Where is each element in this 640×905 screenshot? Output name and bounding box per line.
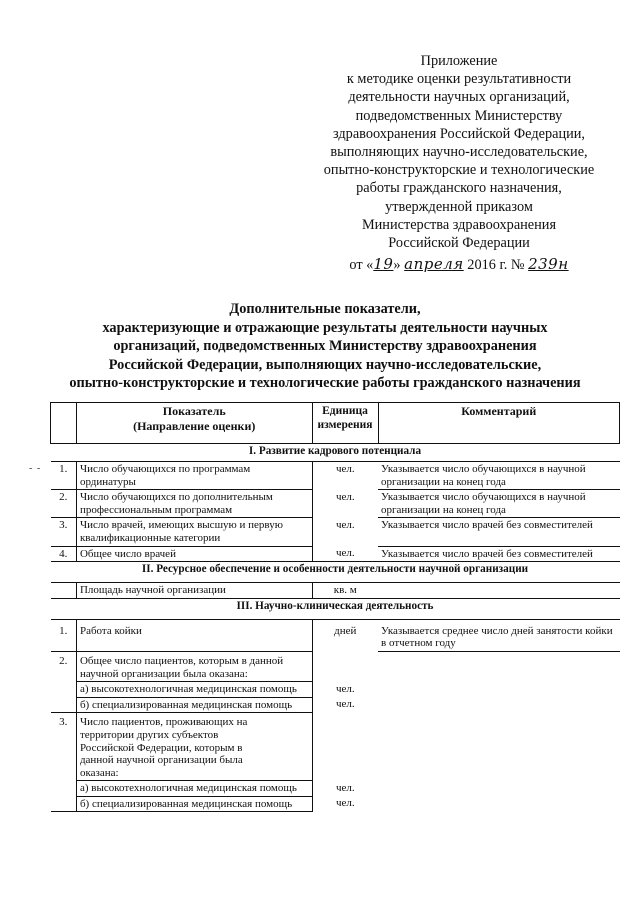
row-number: 1.: [51, 619, 77, 651]
subrow-unit: чел.: [335, 698, 355, 711]
row-number: 4.: [51, 546, 77, 562]
row-indicator: Число обучающихся по дополнительным профессиональным программам: [76, 490, 312, 518]
approval-line: опытно-конструкторские и технологические: [323, 162, 595, 179]
row-comment: Указывается число врачей без совместителей: [378, 518, 619, 546]
table-header-row: [51, 403, 620, 444]
row-comment: Указывается число обучающихся в научной организации на конец года: [378, 462, 619, 490]
approval-line: выполняющих научно-исследовательские,: [330, 144, 588, 161]
subrow-indicator: б) специализированная медицинская помощь: [76, 697, 312, 713]
section-header: [51, 562, 620, 583]
row-comment: Указывается число обучающихся в научной организации на конец года: [378, 490, 619, 518]
row-number: 2.: [51, 651, 77, 681]
subrow-indicator: а) высокотехнологичная медицинская помощь: [76, 682, 312, 698]
approval-block: [300, 52, 618, 274]
row-comment: Указывается число врачей без совместителей: [378, 546, 619, 562]
approval-line: Российской Федерации: [388, 235, 530, 252]
header-num: [51, 403, 77, 444]
approval-line: работы гражданского назначения,: [356, 180, 562, 197]
table-row: [51, 518, 620, 546]
row-indicator: Число обучающихся по программам ординатуры: [76, 462, 312, 490]
title-line: характеризующие и отражающие результаты деятельности научных: [102, 319, 548, 336]
row-number: 3.: [51, 518, 77, 546]
margin-mark: - -: [29, 463, 42, 474]
table-row: [51, 462, 620, 490]
row-number: 3.: [51, 713, 77, 781]
row-number: [51, 583, 77, 599]
subrow-unit: чел.: [335, 682, 355, 695]
date-prefix: от «: [349, 257, 374, 274]
approval-line: утвержденной приказом: [385, 198, 533, 215]
approval-line: к методике оценки результативности: [346, 71, 572, 88]
row-comment: [378, 583, 619, 599]
subrow-unit: чел.: [335, 781, 355, 794]
date-mid: »: [393, 257, 401, 274]
section-title: II. Ресурсное обеспечение и особенности деятельности научной организации: [51, 562, 620, 583]
header-indicator: Показатель (Направление оценки): [76, 403, 312, 444]
table-row: [51, 490, 620, 518]
approval-line: здравоохранения Российской Федерации,: [333, 125, 585, 142]
table-subrow: [51, 682, 620, 698]
row-indicator: Число пациентов, проживающих на территории других субъектов Российской Федерации, которым в данной научной организации была оказана:: [76, 713, 312, 781]
row-indicator: Работа койки: [76, 619, 312, 651]
subrow-indicator: б) специализированная медицинская помощь: [76, 796, 312, 812]
section-header: [51, 444, 620, 462]
row-unit: дней: [334, 624, 357, 637]
approval-line: деятельности научных организаций,: [348, 89, 570, 106]
approval-line: подведомственных Министерству: [355, 107, 563, 124]
order-number-handwritten: 239н: [528, 255, 569, 274]
document-title: [30, 300, 620, 393]
date-day-handwritten: 19: [373, 255, 394, 274]
table-subrow: [51, 781, 620, 797]
table-subrow: [51, 697, 620, 713]
table-subrow: [51, 796, 620, 812]
row-unit: чел.: [335, 463, 355, 475]
row-number: 2.: [51, 490, 77, 518]
row-unit: чел.: [335, 518, 355, 531]
table-row: [51, 583, 620, 599]
row-unit: кв. м: [333, 584, 357, 597]
row-unit: чел.: [335, 490, 355, 503]
row-indicator: Общее число пациентов, которым в данной научной организации была оказана:: [76, 651, 312, 681]
date-year: 2016 г. №: [463, 257, 529, 274]
table-row: [51, 546, 620, 562]
title-line: опытно-конструкторские и технологические работы гражданского назначения: [69, 375, 581, 392]
approval-line: Приложение: [420, 53, 498, 69]
approval-line: Министерства здравоохранения: [361, 216, 557, 233]
indicators-table: [50, 402, 620, 812]
subrow-indicator: а) высокотехнологичная медицинская помощь: [76, 781, 312, 797]
table-row: [51, 713, 620, 781]
subrow-unit: чел.: [335, 797, 355, 810]
table-row: [51, 651, 620, 681]
row-unit: чел.: [335, 547, 355, 560]
row-indicator: Площадь научной организации: [76, 583, 312, 599]
title-line: Дополнительные показатели,: [229, 301, 421, 317]
row-indicator: Число врачей, имеющих высшую и первую квалификационные категории: [76, 518, 312, 546]
title-line: организаций, подведомственных Министерству здравоохранения: [113, 338, 537, 355]
row-comment: Указывается среднее число дней занятости койки в отчетном году: [378, 619, 619, 651]
row-number: 1.: [51, 462, 77, 490]
section-title: I. Развитие кадрового потенциала: [51, 444, 620, 462]
approval-date-line: [300, 255, 618, 274]
header-unit: Единица измерения: [312, 403, 378, 444]
row-indicator: Общее число врачей: [76, 546, 312, 562]
header-comment: Комментарий: [378, 403, 619, 444]
section-title: III. Научно-клиническая деятельность: [51, 598, 620, 619]
table-row: [51, 619, 620, 651]
date-month-handwritten: апреля: [404, 255, 464, 274]
section-header: [51, 598, 620, 619]
title-line: Российской Федерации, выполняющих научно-исследовательские,: [108, 356, 542, 373]
